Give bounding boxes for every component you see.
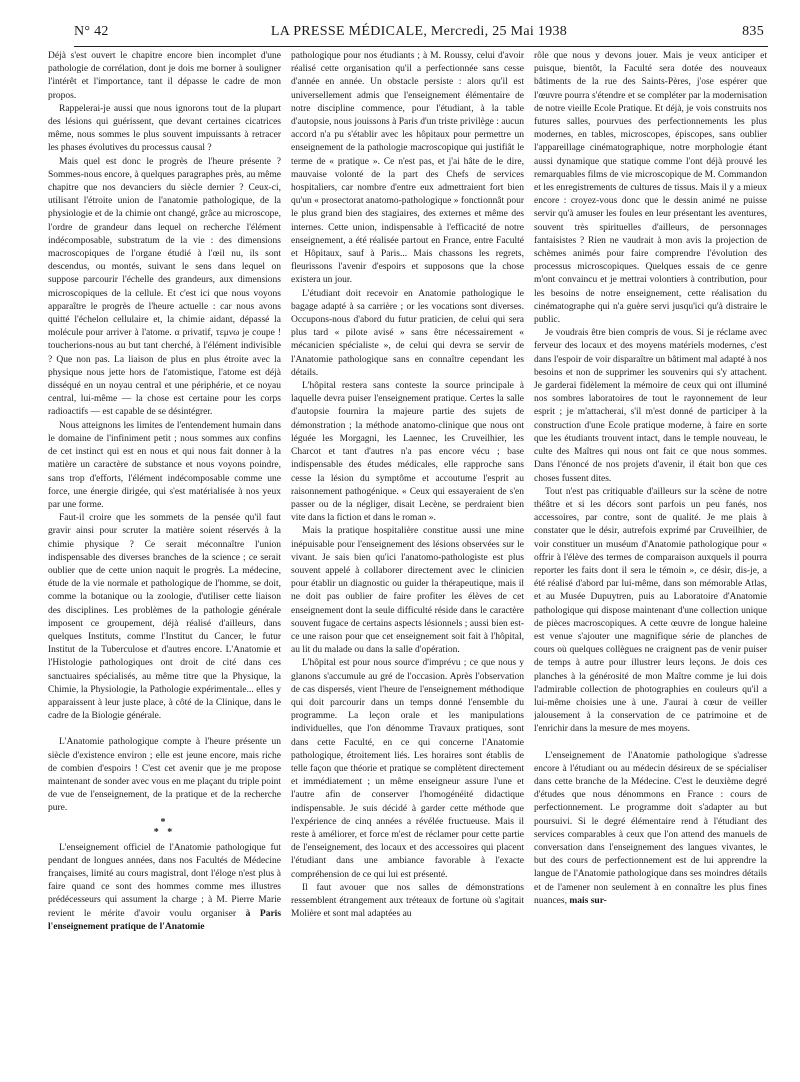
column-3 [534,50,767,1074]
running-head [74,20,764,44]
text-columns [48,50,767,1074]
page-number: 835 [742,24,764,39]
paragraph: Déjà s'est ouvert le chapitre encore bien incomplet d'une pathologie de corrélation, dont je dois me borner à souligner l'intérêt et l'importance, tant il dépasse le cadre de mon propos. [48,51,281,101]
paragraph-text: L'enseignement officiel de l'Anatomie pathologique fut pendant de longues années, dans nos Facultés de Médecine françaises, limité au cours magistral, dont l'éloge n'est plus à faire quand ce sont des hommes comme mes illustres prédécesseurs qui assument la charge ; à M. Pierre Marie revient le mérite d'avoir voulu organiser [48,842,281,919]
section-separator [48,818,281,838]
bold-phrase: mais sur- [569,895,607,906]
column-2 [291,50,524,1074]
paragraph: L'Anatomie pathologique compte à l'heure présente un siècle d'existence environ ; elle est jeune encore, mais riche de combien d'espoirs ! C'est cet avenir que je me propose maintenant de sonder avec vous en me plaçant du triple point de vue de l'enseignement, de la pratique et de la recherche pure. [48,737,281,814]
paragraph: pathologique pour nos étudiants ; à M. Roussy, celui d'avoir réalisé cette organisation qu'il a perfectionnée sans cesse d'année en année. Un obstacle persiste : alors qu'il est universellement admis que l'enseignement élémentaire de notre discipline commence, pour l'étudiant, à la table d'autopsie, nous jouissons à Paris d'un triste privilège : aucun accord n'a pu s'établir avec les hôpitaux pour permettre un enseignement de la pathologie macroscopique qui justifiât le terme de « pratique ». Ce n'est pas, et j'ai hâte de le dire, mauvaise volonté de la part des Chefs de services hospitaliers, car nombre d'entre eux admettraient fort bien qu'un « prosectorat anatomo-pathologique » fonctionnât pour le plus grand bien des stagiaires, des externes et même des internes. Cette union, indispensable à l'efficacité de notre enseignement, a été réalisée partout en France, entre Faculté et Hôpitaux, sauf à Paris... Mais chassons les regrets, fleurissons l'avenir d'espoirs et supposons que la chose existera un jour. [291,51,524,286]
paragraph: L'hôpital restera sans conteste la source principale à laquelle devra puiser l'enseignement pratique. Certes la salle d'autopsie fournira la majeure partie des sujets de démonstration ; la méthode anatomo-clinique que nous ont léguée les Morgagni, les Laennec, les Cruveilhier, les Charcot et tant d'autres n'a pas encore vécu ; base indispensable des études médicales, elle rapproche sans cesse la lésion du symptôme et accoutume l'esprit au raisonnement pathogénique. « Ceux qui essayeraient de s'en passer ou de la négliger, disait Lecène, se perdraient bien vite dans la fiction et dans le roman ». [291,381,524,524]
separator-stars-bottom: * * [153,826,176,838]
paragraph: rôle que nous y devons jouer. Mais je veux anticiper et puisque, bientôt, la Faculté sera dotée des nouveaux bâtiments de la rue des Saints-Pères, j'ose espérer que l'œuvre pourra s'étendre et se compléter par la modernisation de notre vieille Ecole Pratique. Et déjà, je vois construits nos futures salles, pourvues des perfectionnements les plus modernes, en tables, microscopes, épiscopes, sans oublier l'appareillage cinématographique, notre morphologie étant aussi dynamique que statique comme l'ont déjà prouvé les remarquables films de vie microscopique de M. Commandon et les enregistrements de cultures de tissus. Mais il y a mieux encore : croyez-vous donc que le dessin animé ne puisse servir qu'à amuser les foules en leur présentant les aventures, souvent très spirituelles d'ailleurs, de personnages fantaisistes ? Rien ne vaudrait à mon avis la projection de schèmes animés pour faire comprendre l'évolution des processus microscopiques. Quelques essais de ce genre m'ont convaincu et je mettrai volontiers à contribution, pour les besoins de notre enseignement, cette réalisation du cinématographe qui n'a guère servi jusqu'ici qu'à distraire le public. [534,51,767,326]
paragraph: Il faut avouer que nos salles de démonstrations ressemblent étrangement aux tréteaux de fortune où s'agitait Molière et sont mal adaptées au [291,882,524,920]
header-rule [74,46,768,47]
separator-star-top: * [160,816,169,828]
bold-phrase: à Paris l'enseignement pratique de l'Anatomie [48,908,281,932]
paragraph: Rappelerai-je aussi que nous ignorons tout de la plupart des lésions qui guérissent, que devant certaines cicatrices même, nous sommes le plus souvent impuissants à retracer les phases évolutives du processus causal ? [48,103,281,154]
paragraph [534,750,767,908]
paragraph-text: L'enseignement de l'Anatomie pathologique s'adresse encore à l'étudiant ou au médecin désireux de se spécialiser dans cette branche de la Médecine. C'est le deuxième degré d'études que nous dénommons en France : cours de perfectionnement. Le programme doit s'adapter au but poursuivi. Si le degré élémentaire rend à l'étudiant des services comparables à ceux que l'on attend des manuels de conversation dans l'enseignement des langues vivantes, le but des cours de perfectionnement est de lui apprendre la langue de l'Anatomie pathologique dans ses moindres détails et de l'amener non seulement à en connaître les plus fines nuances, [534,750,767,906]
paragraph: Mais la pratique hospitalière constitue aussi une mine inépuisable pour l'enseignement des lésions observées sur le vivant. Je sais bien qu'ici l'anatomo-pathologiste est plus souvent appelé à collaborer directement avec le clinicien pour établir un diagnostic ou guider la thérapeutique, mais il ne doit pas oublier de faire profiter les élèves de cet enseignement dont la seule difficulté réside dans le caractère souvent fugace de certains aspects lésionnels ; aussi bien est-ce une raison pour que cet enseignement soit fait à l'hôpital, au lit du malade ou dans la salle d'opération. [291,526,524,656]
issue-number: N° 42 [74,24,109,39]
column-1 [48,50,281,1074]
paragraph: Mais quel est donc le progrès de l'heure présente ? Sommes-nous encore, à quelques paragraphes près, au même chapitre que nos devanciers du siècle dernier ? Ceux-ci, utilisant l'étroite union de l'anatomie pathologique, de la physiologie et de la chimie ont changé, grâce au microscope, l'ordre de grandeur dans lequel on recherche l'élément indécomposable, substratum de la vie : des dimensions macroscopiques de l'organe étudié à l'œil nu, ils sont descendus, ou montés, suivant le sens dans lequel on suppose parcourir l'échelle des grandeurs, aux dimensions microscopiques de la cellule. Et c'est ici que nous voyons apparaître le progrès de l'heure actuelle : car nous avons quitté l'échelon cellulaire et, la chimie aidant, dépassé la molécule pour arriver à l'atome. α privatif, τεμνω je coupe ! toucherions-nous au but tant cherché, à l'élément indivisible ? Que non pas. La liaison de plus en plus étroite avec la physique nous jette hors de l'atomistique, l'atome est déjà disséqué en un noyau central et une périphérie, et ce noyau central, lui-même — la chose est certaine pour les corps radioactifs — est capable de se désintégrer. [48,156,281,418]
paragraph: L'étudiant doit recevoir en Anatomie pathologique le bagage adapté à sa carrière ; or les vocations sont diverses. Occupons-nous d'abord du futur praticien, de celui qui sera plus tard « pilote avisé » sans être nécessairement « mécanicien spécialiste », de celui qui devra se servir de l'Anatomie pathologique sans en connaître cependant les détails. [291,288,524,378]
journal-title: LA PRESSE MÉDICALE, Mercredi, 25 Mai 1938 [270,24,568,39]
paragraph: Je voudrais être bien compris de vous. Si je réclame avec ferveur des locaux et des moyens matériels modernes, c'est dans l'espoir de voir disparaître un bâtiment mal adapté à nos besoins et non de supprimer les souvenirs qui s'y attachent. Je garderai fidèlement la mémoire de ceux qui ont illuminé nos sombres laboratoires de tout le rayonnement de leur esprit ; je m'attacherai, s'il m'est donné de participer à la construction d'une Ecole pratique moderne, à faire en sorte que les étudiants trouvent intact, dans le temple nouveau, le culte des Maîtres qui nous ont fait ce que nous sommes. Dans l'énoncé de nos projets d'avenir, il était bon que ces choses fussent dites. [534,328,767,484]
paragraph: Faut-il croire que les sommets de la pensée qu'il faut gravir ainsi pour scruter la matière soient réservés à la chimie physique ? Ce serait méconnaître l'union indispensable des diverses branches de la science ; ce serait oublier que de cette union naquit le progrès. La médecine, étude de la vie normale et pathologique de l'homme, se doit, comme la botanique ou la zoologie, d'utiliser cette liaison des disciplines. Les problèmes de la pathologie générale imposent ce groupement, déjà réalisé d'ailleurs, dans quelques Instituts, comme l'Institut du Cancer, le futur Institut de la Tuberculose et d'autres encore. L'Anatomie et l'Histologie pathologiques ont droit de cité dans ces sanctuaires spécialisés, au même titre que la Physique, la Chimie, la Physiologie, la Pathologie expérimentale... elles y apparaissent à leur juste place, à côté de la Clinique, dans le cadre de la Biologie générale. [48,513,281,722]
paragraph: Tout n'est pas critiquable d'ailleurs sur la scène de notre théâtre et si les décors sont parfois un peu fanés, nos accessoires, par contre, sont de qualité. Je me plais à constater que le désir, autrefois exprimé par Cruveilhier, de voir constituer un muséum d'Anatomie pathologique pour « offrir à l'élève des termes de comparaison auxquels il pourra reporter les faits dont il sera le témoin », ce désir, dis-je, a été réalisé d'abord par lui-même, dans son mémorable Atlas, et au Musée Dupuytren, puis au Laboratoire d'Anatomie pathologique qui dispose maintenant d'une collection unique de pièces macroscopiques. A cette œuvre de longue haleine est venue s'ajouter une magnifique série de planches de cours où quelques collègues ne craignent pas de venir puiser de temps à autre pour illustrer leurs leçons. Je dois ces planches à la générosité de mon Maître comme je lui dois l'admirable collection de photographies en couleurs qu'il a lui-même choisies une à une. J'aurai à cœur de veiller jalousement à la conservation de ce patrimoine et de l'enrichir dans la mesure de mes moyens. [534,486,767,735]
paragraph: L'hôpital est pour nous source d'imprévu ; ce que nous y glanons s'accumule au gré de l'occasion. Après l'observation de cas dispersés, vient l'heure de l'enseignement méthodique qui doit parcourir dans un temps donné l'ensemble du programme. La leçon orale et les manipulations individuelles, que l'on dénomme Travaux pratiques, sont dans cette Faculté, en ce qui concerne l'Anatomie pathologique, étroitement liés. Les horaires sont établis de telle façon que théorie et pratique se complètent directement et immédiatement ; un même enseigneur assure l'une et l'autre afin de conserver l'homogénéité didactique indispensable. Je suis décidé à garder cette méthode que l'expérience de cinq années a révélée fructueuse. Mais il reste à améliorer, et force m'est de réclamer pour cette partie de l'enseignement, des locaux et des accessoires qui placent l'étudiant dans une ambiance favorable à l'exacte compréhension de ce qui lui est présenté. [291,658,524,880]
paragraph: Nous atteignons les limites de l'entendement humain dans le domaine de l'infiniment petit ; nous sommes aux confins de cet instinct qui est en nous et qui nous fait donner à la matière un caractère de substance et nous voyons poindre, sans trop d'efforts, l'élément indécomposable comme une force, une énergie dirigée, qui s'est matérialisée à nos yeux par une forme. [48,420,281,510]
paragraph [48,842,281,934]
